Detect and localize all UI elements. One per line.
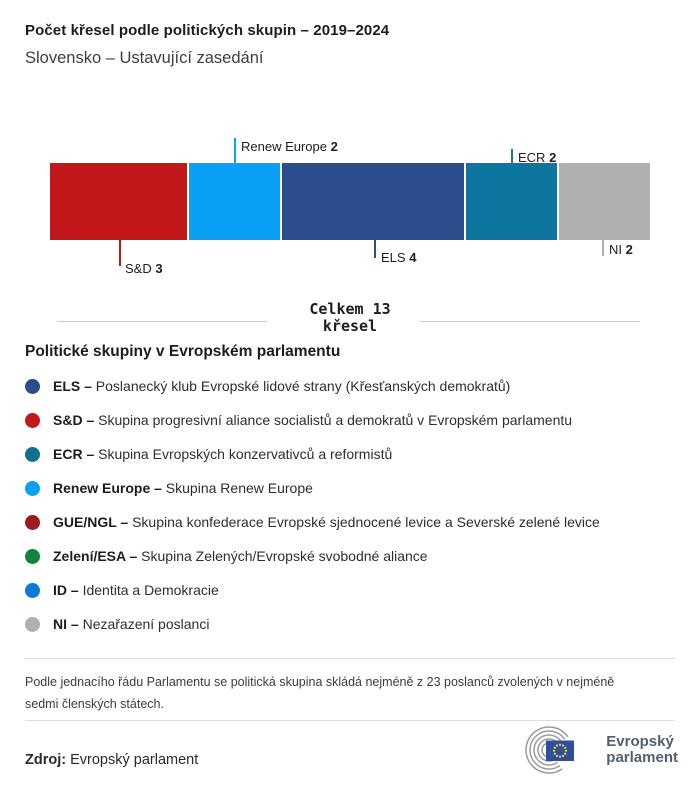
legend-item-label: Renew Europe – Skupina Renew Europe [53,480,313,496]
bar-segment-sd[interactable] [50,163,187,240]
legend-item-label: NI – Nezařazení poslanci [53,616,210,632]
legend-item [25,471,680,505]
callout-line-ni [602,240,604,256]
bar-label-ni [609,242,633,257]
bar-label-renew-seats: 2 [330,139,338,154]
legend-item [25,437,680,471]
bar-label-ecr-name: ECR [518,150,546,165]
page-subtitle: Slovensko – Ustavující zasedání [25,49,264,67]
page-title: Počet křesel podle politických skupin – 2019–2024 [25,22,390,39]
bar-label-els-name: ELS [381,250,406,265]
ep-logo-line2: parlament [606,749,678,766]
footnote: Podle jednacího řádu Parlamentu se politická skupina skládá nejméně z 23 poslanců zvolených v nejméně sedmi členských státech. [25,675,615,711]
bar-label-renew [241,139,338,154]
legend-color-dot [25,515,40,530]
source-line [25,752,198,768]
legend-item [25,403,680,437]
total-seats-line1: Celkem 13 [309,300,391,318]
bar-label-ni-name: NI [609,242,622,257]
legend-item [25,539,680,573]
divider-bottom [25,720,675,721]
source-label: Zdroj: [25,752,67,768]
legend-item-label: Zelení/ESA – Skupina Zelených/Evropské svobodné aliance [53,548,428,564]
bar-label-els [381,250,416,265]
callout-line-ecr [511,149,513,163]
divider-top [25,658,675,659]
legend-color-dot [25,447,40,462]
legend-list [25,369,680,641]
ep-logo [519,725,678,775]
legend-item [25,369,680,403]
bar-segment-ecr[interactable] [466,163,557,240]
legend-color-dot [25,379,40,394]
legend-color-dot [25,413,40,428]
ep-hemicycle-flag-icon [519,725,599,775]
legend-color-dot [25,583,40,598]
total-seats-label [0,301,700,335]
bar-label-ni-seats: 2 [625,242,633,257]
legend-item-label: S&D – Skupina progresivní aliance socialistů a demokratů v Evropském parlamentu [53,412,573,428]
ep-logo-text [606,734,678,766]
legend-item-label: ECR – Skupina Evropských konzervativců a reformistů [53,446,393,462]
bar-label-ecr-seats: 2 [549,150,557,165]
bar-segment-ni[interactable] [559,163,650,240]
legend-item-label: ID – Identita a Demokracie [53,582,219,598]
source-value: Evropský parlament [70,752,199,768]
stacked-seat-bar [50,163,650,240]
legend-item-label: GUE/NGL – Skupina konfederace Evropské sjednocené levice a Severské zelené levice [53,514,600,530]
callout-line-sd [119,240,121,266]
legend-item-label: ELS – Poslanecký klub Evropské lidové strany (Křesťanských demokratů) [53,378,511,394]
legend-color-dot [25,481,40,496]
callout-line-els [374,240,376,258]
legend-color-dot [25,549,40,564]
legend-item [25,505,680,539]
bar-label-sd [125,261,163,276]
legend-color-dot [25,617,40,632]
bar-label-sd-seats: 3 [155,261,163,276]
legend-heading: Politické skupiny v Evropském parlamentu [25,343,341,360]
legend-item [25,573,680,607]
bar-label-renew-name: Renew Europe [241,139,327,154]
total-seats-line2: křesel [322,317,378,335]
bar-segment-els[interactable] [282,163,464,240]
bar-label-ecr [518,150,556,165]
bar-label-sd-name: S&D [125,261,152,276]
callout-line-renew [234,138,236,163]
legend-item [25,607,680,641]
bar-segment-renew[interactable] [189,163,280,240]
bar-label-els-seats: 4 [409,250,417,265]
ep-logo-line1: Evropský [606,733,674,750]
